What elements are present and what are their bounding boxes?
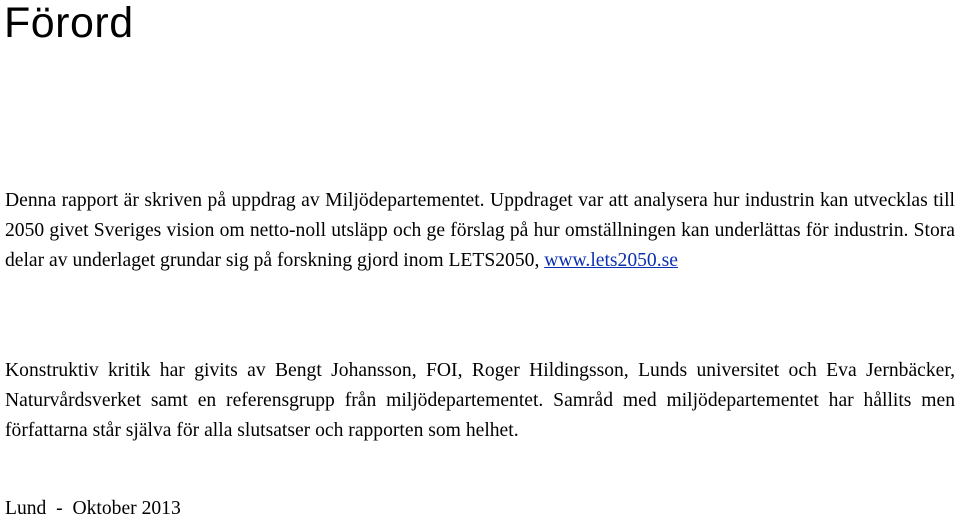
lets2050-link[interactable]: www.lets2050.se <box>544 250 678 271</box>
place-date-signature: Lund - Oktober 2013 <box>5 498 181 519</box>
intro-paragraph <box>5 186 955 276</box>
acknowledgements-paragraph: Konstruktiv kritik har givits av Bengt Johansson, FOI, Roger Hildingsson, Lunds universitet och Eva Jernbäcker, Naturvårdsverket samt en referensgrupp från miljödepartementet. Samråd med miljödepartementet har hållits men författarna står själva för alla slutsatser och rapporten som helhet. <box>5 360 955 441</box>
page-title: Förord <box>4 0 134 47</box>
intro-paragraph-text: Denna rapport är skriven på uppdrag av Miljödepartementet. Uppdraget var att analysera hur industrin kan utvecklas till 2050 givet Sveriges vision om netto-noll utsläpp och ge förslag på hur omställningen kan underlättas för industrin. Stora delar av underlaget grundar sig på forskning gjord inom LETS2050, <box>5 190 955 271</box>
